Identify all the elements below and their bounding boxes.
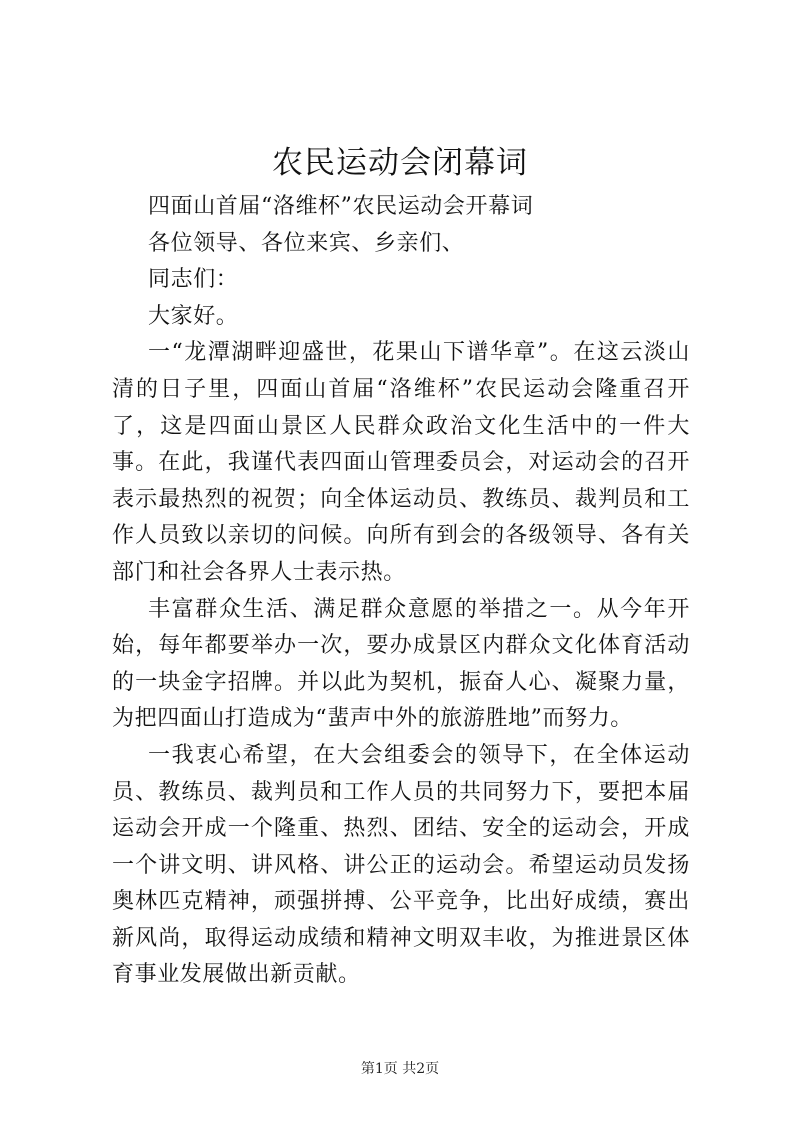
document-title: 农民运动会闭幕词 bbox=[272, 145, 528, 181]
page-footer: 第1页 共2页 bbox=[360, 1061, 440, 1077]
document-body bbox=[112, 189, 690, 994]
paragraph-purpose: 丰富群众生活、满足群众意愿的举措之一。从今年开始，每年都要举办一次，要办成景区内群众文化体育活动的一块金字招牌。并以此为契机，振奋人心、凝聚力量，为把四面山打造成为“蜚声中外的旅游胜地”而努力。 bbox=[112, 596, 690, 732]
paragraph-salutation: 各位领导、各位来宾、乡亲们、 bbox=[148, 230, 465, 256]
paragraph-heading: 四面山首届“洛维杯”农民运动会开幕词 bbox=[148, 194, 534, 219]
paragraph-greeting: 大家好。 bbox=[148, 303, 239, 329]
paragraph-opening: 一“龙潭湖畔迎盛世，花果山下谱华章”。在这云淡山清的日子里，四面山首届“洛维杯”农民运动会隆重召开了，这是四面山景区人民群众政治文化生活中的一件大事。在此，我谨代表四面山管理委员会，对运动会的召开表示最热烈的祝贺；向全体运动员、教练员、裁判员和工作人员致以亲切的问候。向所有到会的各级领导、各有关部门和社会各界人士表示热。 bbox=[112, 340, 690, 585]
paragraph-comrades: 同志们： bbox=[148, 267, 239, 293]
paragraph-hopes: 一我衷心希望，在大会组委会的领导下，在全体运动员、教练员、裁判员和工作人员的共同努力下，要把本届运动会开成一个隆重、热烈、团结、安全的运动会，开成一个讲文明、讲风格、讲公正的运动会。希望运动员发扬奥林匹克精神，顽强拼搏、公平竞争，比出好成绩，赛出新风尚，取得运动成绩和精神文明双丰收，为推进景区体育事业发展做出新贡献。 bbox=[112, 742, 690, 988]
